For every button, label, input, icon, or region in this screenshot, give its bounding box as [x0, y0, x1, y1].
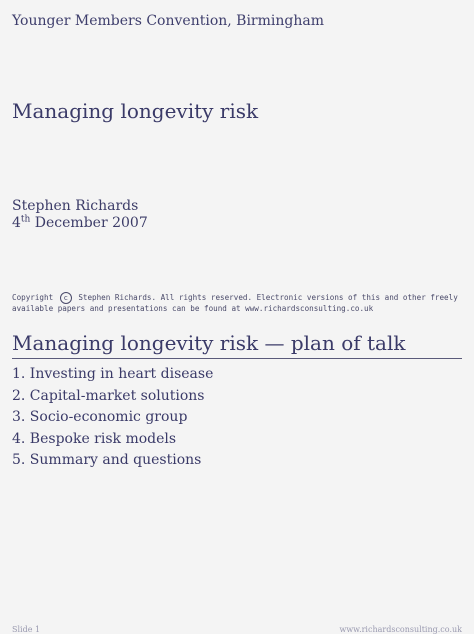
agenda-item: 2. Capital-market solutions: [12, 387, 205, 404]
slide-title: Managing longevity risk: [12, 99, 259, 123]
presentation-date: [12, 215, 148, 231]
date-suffix: th: [20, 214, 31, 225]
agenda-item: 1. Investing in heart disease: [12, 366, 214, 382]
conference-header: Younger Members Convention, Birmingham: [12, 13, 324, 29]
copyright-icon: c: [60, 292, 72, 304]
agenda-list: [12, 364, 213, 472]
agenda-item: 5. Summary and questions: [12, 452, 202, 468]
agenda-title: Managing longevity risk — plan of talk: [12, 331, 406, 355]
agenda-item: 3. Socio-economic group: [12, 409, 188, 425]
copyright-prefix: Copyright: [12, 293, 54, 302]
slide-number: Slide 1: [12, 625, 41, 634]
agenda-item: 4. Bespoke risk models: [12, 430, 177, 447]
copyright-text: Stephen Richards. All rights reserved. Electronic versions of this and other freely available papers and presentations can be found at www.richardsconsulting.co.uk: [12, 293, 458, 313]
author-name: Stephen Richards: [12, 198, 139, 214]
copyright-notice: [12, 292, 467, 314]
title-divider: [12, 358, 462, 359]
date-rest: December 2007: [30, 215, 148, 231]
footer-url: www.richardsconsulting.co.uk: [339, 625, 462, 634]
date-day: 4: [12, 215, 21, 231]
